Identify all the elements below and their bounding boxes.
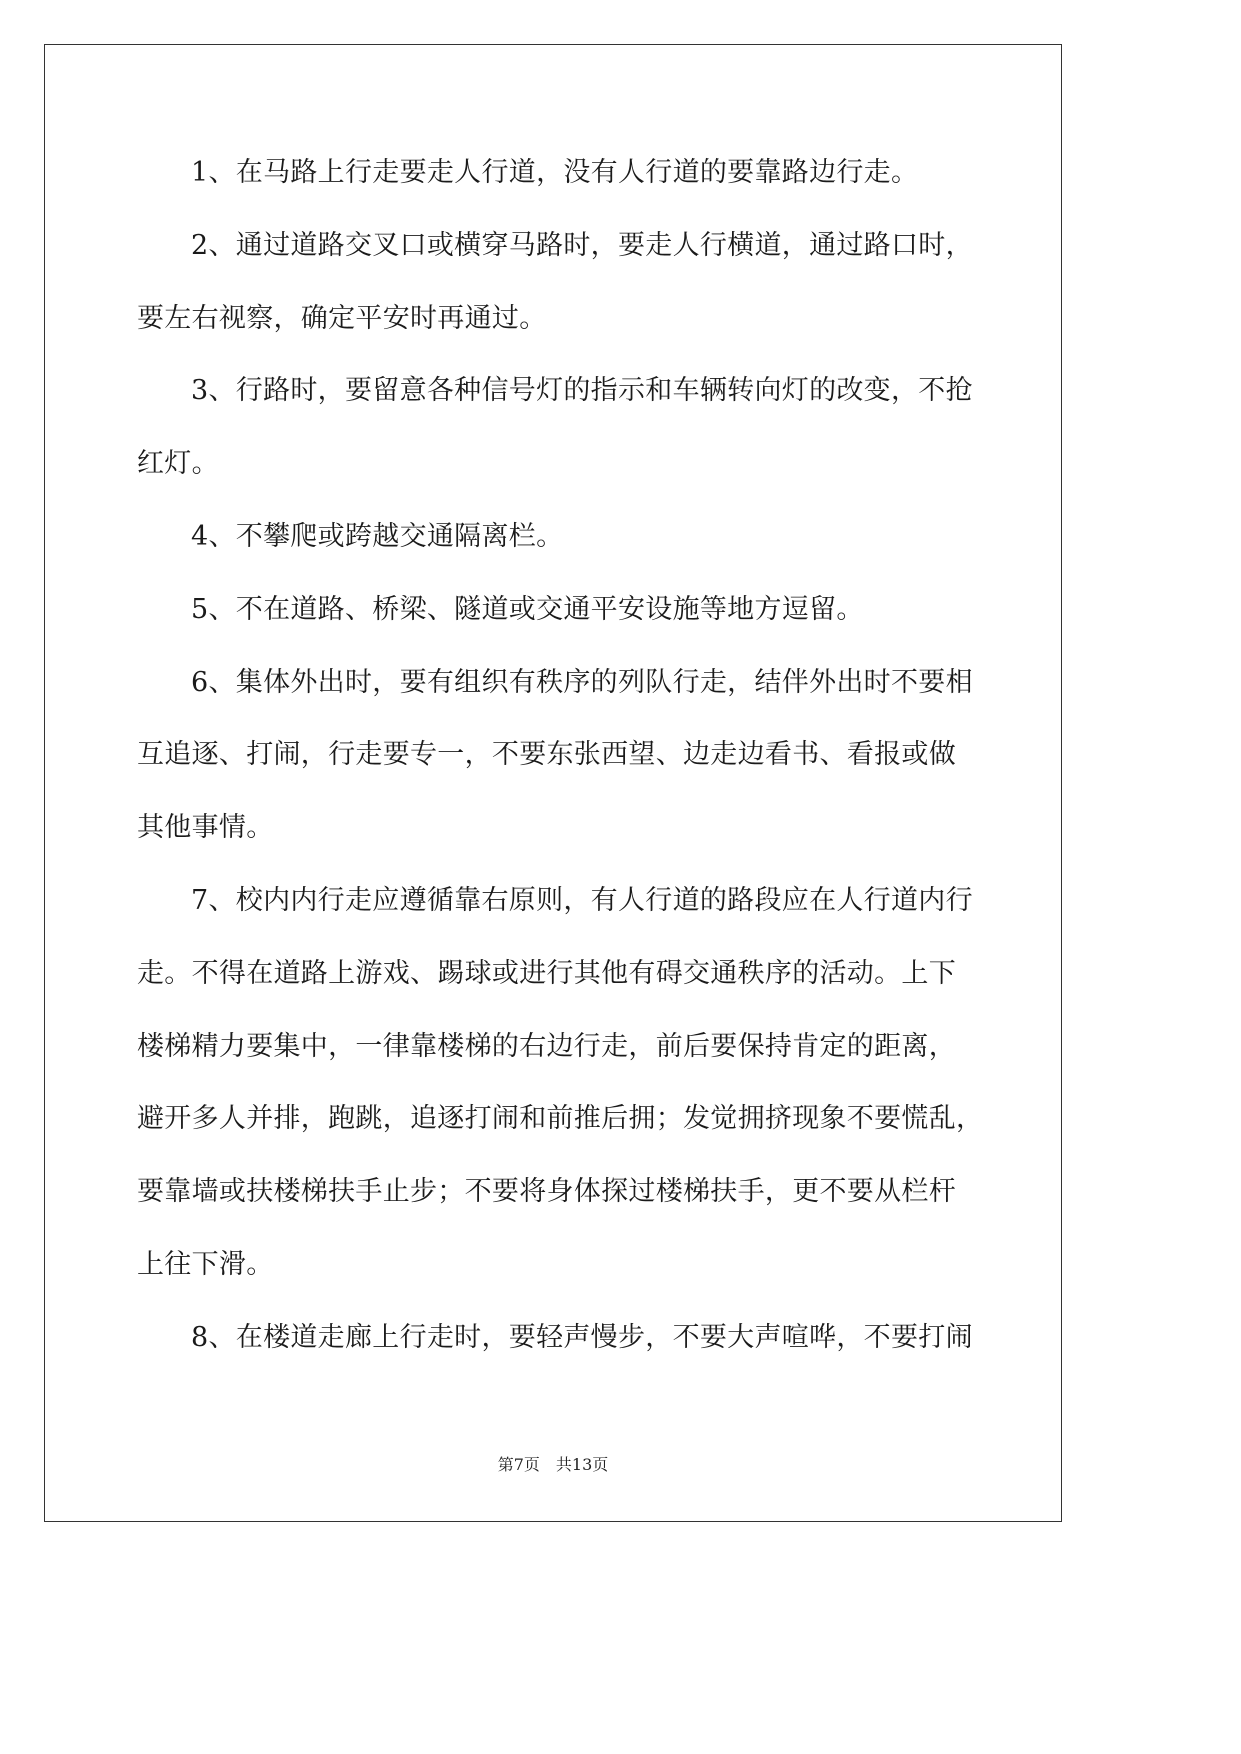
text-line: 4、不攀爬或跨越交通隔离栏。 <box>191 520 564 552</box>
text-line: 1、在马路上行走要走人行道，没有人行道的要靠路边行走。 <box>191 157 919 188</box>
text-line: 7、校内内行走应遵循靠右原则，有人行道的路段应在人行道内行 <box>191 884 973 916</box>
page-number-footer: 第7页 共13页 <box>497 1455 609 1474</box>
text-line: 要靠墙或扶楼梯扶手止步；不要将身体探过楼梯扶手，更不要从栏杆 <box>137 1176 956 1208</box>
text-line: 要左右视察，确定平安时再通过。 <box>137 302 547 334</box>
text-line: 互追逐、打闹，行走要专一，不要东张西望、边走边看书、看报或做 <box>137 739 956 771</box>
document-body <box>137 137 984 1375</box>
text-line: 3、行路时，要留意各种信号灯的指示和车辆转向灯的改变，不抢 <box>191 375 973 407</box>
text-line: 楼梯精力要集中，一律靠楼梯的右边行走，前后要保持肯定的距离， <box>137 1030 956 1062</box>
text-line: 5、不在道路、桥梁、隧道或交通平安设施等地方逗留。 <box>191 593 864 625</box>
text-line: 其他事情。 <box>137 812 274 844</box>
text-line: 红灯。 <box>137 448 219 480</box>
text-line: 6、集体外出时，要有组织有秩序的列队行走，结伴外出时不要相 <box>191 666 973 698</box>
text-line: 8、在楼道走廊上行走时，要轻声慢步，不要大声喧哗，不要打闹 <box>191 1321 973 1353</box>
text-line: 避开多人并排，跑跳，追逐打闹和前推后拥；发觉拥挤现象不要慌乱， <box>137 1103 984 1135</box>
text-line: 走。不得在道路上游戏、踢球或进行其他有碍交通秩序的活动。上下 <box>137 957 956 989</box>
text-line: 2、通过道路交叉口或横穿马路时，要走人行横道，通过路口时， <box>191 229 973 261</box>
text-line: 上往下滑。 <box>137 1248 274 1280</box>
